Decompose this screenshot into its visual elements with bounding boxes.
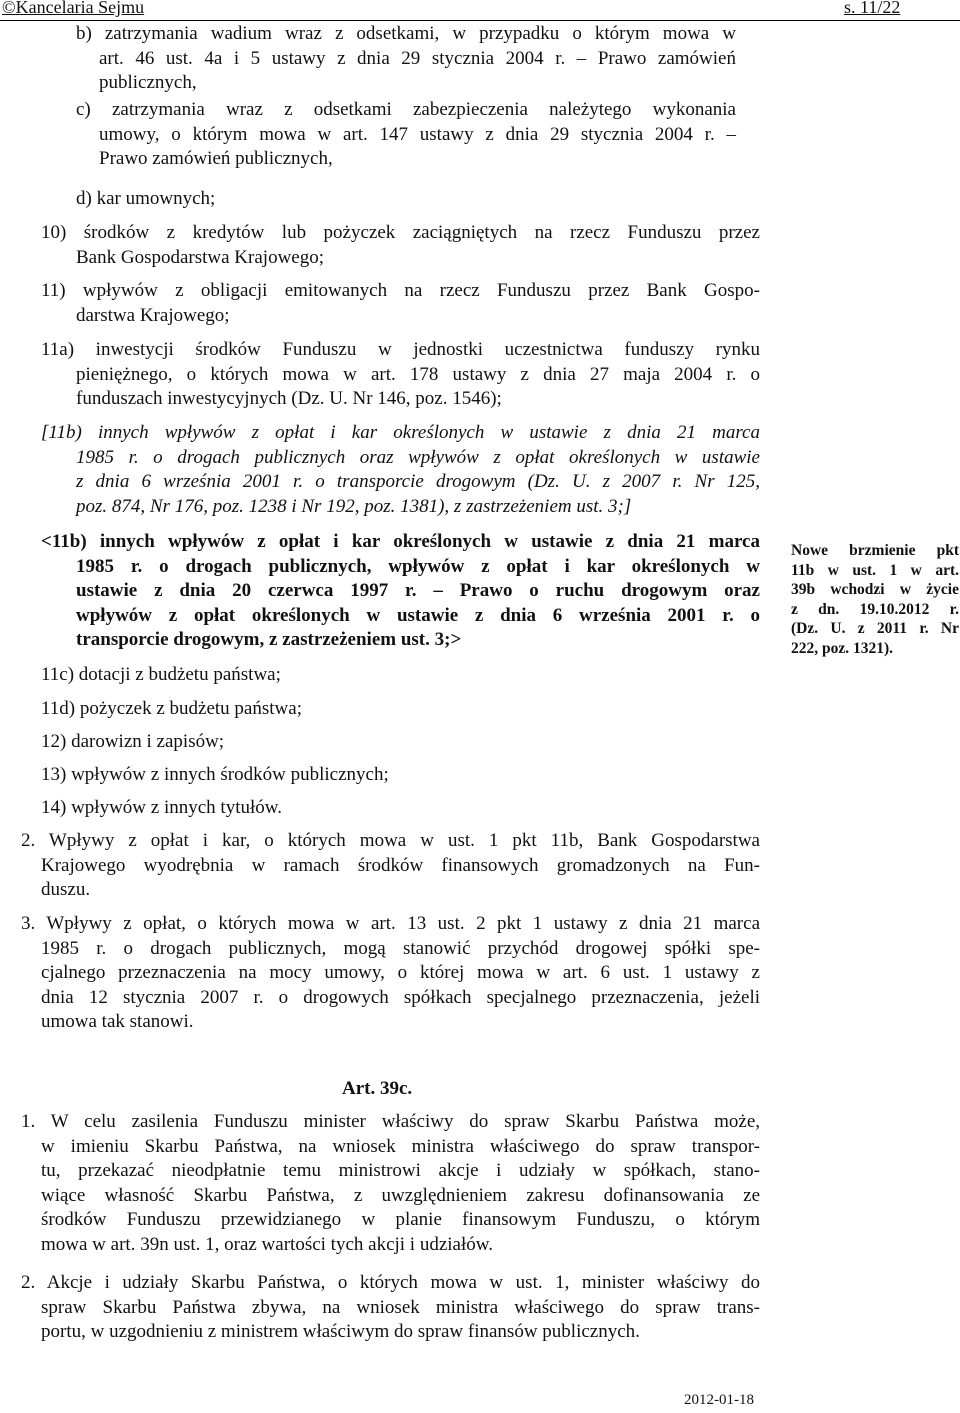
text-line: <11b) innych wpływów z opłat i kar określonych w ustawie z dnia 21 marca <box>41 531 760 552</box>
text-line: art. 46 ust. 4a i 5 ustawy z dnia 29 stycznia 2004 r. – Prawo zamówień <box>99 47 736 69</box>
text-line: transporcie drogowym, z zastrzeżeniem ust. 3;> <box>76 629 462 650</box>
text-line: c) zatrzymania wraz z odsetkami zabezpieczenia należytego wykonania <box>76 99 736 120</box>
text-line: Krajowego wyodrębnia w ramach środków finansowych gromadzonych na Fun- <box>41 854 760 876</box>
header-copyright-link[interactable] <box>2 0 144 18</box>
text-line: umowy, o którym mowa w art. 147 ustawy z dnia 29 stycznia 2004 r. – <box>99 123 736 145</box>
text-line: mowa w art. 39n ust. 1, oraz wartości tych akcji i udziałów. <box>41 1233 494 1255</box>
text-line: ustawie z dnia 20 czerwca 1997 r. – Prawo o ruchu drogowym oraz <box>76 580 760 601</box>
page-number-link-text[interactable]: s. 11/22 <box>844 0 901 17</box>
item-c <box>76 98 736 172</box>
section-3 <box>21 912 760 1035</box>
item-11b-new <box>41 530 760 653</box>
item-11b-old <box>41 421 760 519</box>
article-39c-section-1 <box>21 1110 760 1257</box>
amendment-side-note <box>791 541 959 658</box>
side-note-line: 222, poz. 1321). <box>791 639 894 657</box>
text-line: 1985 r. o drogach publicznych oraz wpływów z opłat określonych w ustawie <box>76 446 760 468</box>
text-line: wiące własność Skarbu Państwa, z uwzględnieniem zakresu dofinansowania ze <box>41 1184 760 1206</box>
text-line: 11) wpływów z obligacji emitowanych na rzecz Funduszu przez Bank Gospo- <box>41 280 760 301</box>
text-line: tu, przekazać nieodpłatnie temu ministrowi akcje i udziały w spółkach, stano- <box>41 1160 760 1181</box>
text-line: cjalnego przeznaczenia na mocy umowy, o której mowa w art. 6 ust. 1 ustawy z <box>41 962 760 983</box>
text-line: d) kar umownych; <box>76 188 216 209</box>
text-line: z dnia 6 września 2001 r. o transporcie drogowym (Dz. U. z 2007 r. Nr 125, <box>76 471 760 492</box>
text-line: Prawo zamówień publicznych, <box>99 148 333 169</box>
item-11 <box>41 279 760 328</box>
item-10 <box>41 221 760 270</box>
side-note-line: 11b w ust. 1 w art. <box>791 561 959 579</box>
text-line: w imieniu Skarbu Państwa, na wniosek ministra właściwego do spraw transpor- <box>41 1135 760 1157</box>
header-divider <box>0 20 960 21</box>
text-line: 1985 r. o drogach publicznych, wpływów z opłat i kar określonych w <box>76 555 760 577</box>
article-title: Art. 39c. <box>342 1078 413 1099</box>
text-line: portu, w uzgodnieniu z ministrem właściwym do spraw finansów publicznych. <box>41 1321 640 1342</box>
header-page-number-link[interactable] <box>844 0 900 18</box>
side-note-line: 39b wchodzi w życie <box>791 581 959 598</box>
item-d <box>76 187 736 212</box>
text-line: b) zatrzymania wadium wraz z odsetkami, w przypadku o którym mowa w <box>76 23 736 44</box>
text-line: darstwa Krajowego; <box>76 304 230 326</box>
text-line: spraw Skarbu Państwa zbywa, na wniosek ministra właściwego do spraw trans- <box>41 1296 760 1318</box>
text-line: poz. 874, Nr 176, poz. 1238 i Nr 192, poz. 1381), z zastrzeżeniem ust. 3;] <box>76 495 632 517</box>
side-note-line: z dn. 19.10.2012 r. <box>791 600 959 618</box>
text-line: 13) wpływów z innych środków publicznych; <box>41 764 389 785</box>
text-line: [11b) innych wpływów z opłat i kar określonych w ustawie z dnia 21 marca <box>41 422 760 443</box>
item-11c <box>41 663 760 688</box>
copyright-link-text[interactable]: ©Kancelaria Sejmu <box>2 0 145 17</box>
text-line: duszu. <box>41 879 91 900</box>
text-line: 14) wpływów z innych tytułów. <box>41 797 282 818</box>
text-line: pieniężnego, o których mowa w art. 178 ustawy z dnia 27 maja 2004 r. o <box>76 363 760 385</box>
text-line: dnia 12 stycznia 2007 r. o drogowych spółkach specjalnego przeznaczenia, jeżeli <box>41 986 760 1008</box>
article-39c-section-2 <box>21 1271 760 1345</box>
item-12 <box>41 730 760 755</box>
text-line: 3. Wpływy z opłat, o których mowa w art. 13 ust. 2 pkt 1 ustawy z dnia 21 marca <box>21 913 760 934</box>
item-14 <box>41 796 760 821</box>
side-note-line: (Dz. U. z 2011 r. Nr <box>791 620 959 637</box>
text-line: środków Funduszu przewidzianego w planie finansowym Funduszu, o którym <box>41 1209 760 1230</box>
text-line: 10) środków z kredytów lub pożyczek zaciągniętych na rzecz Funduszu przez <box>41 222 760 243</box>
text-line: 11c) dotacji z budżetu państwa; <box>41 664 281 685</box>
item-13 <box>41 763 760 788</box>
side-note-line: Nowe brzmienie pkt <box>791 542 959 559</box>
section-2 <box>21 829 760 903</box>
footer-date: 2012-01-18 <box>684 1392 754 1408</box>
text-line: funduszach inwestycyjnych (Dz. U. Nr 146, poz. 1546); <box>76 388 502 409</box>
text-line: publicznych, <box>99 72 197 93</box>
text-line: 12) darowizn i zapisów; <box>41 731 225 752</box>
text-line: 11d) pożyczek z budżetu państwa; <box>41 698 302 719</box>
item-11a <box>41 338 760 412</box>
item-b <box>76 22 736 96</box>
text-line: wpływów z opłat określonych w ustawie z dnia 6 września 2001 r. o <box>76 604 760 626</box>
text-line: 1985 r. o drogach publicznych, mogą stanowić przychód drogowej spółki spe- <box>41 937 760 959</box>
text-line: 2. Akcje i udziały Skarbu Państwa, o których mowa w ust. 1, minister właściwy do <box>21 1272 760 1293</box>
item-11d <box>41 697 760 722</box>
text-line: umowa tak stanowi. <box>41 1011 194 1032</box>
text-line: 1. W celu zasilenia Funduszu minister właściwy do spraw Skarbu Państwa może, <box>21 1111 760 1132</box>
text-line: Bank Gospodarstwa Krajowego; <box>76 246 325 268</box>
text-line: 2. Wpływy z opłat i kar, o których mowa w ust. 1 pkt 11b, Bank Gospodarstwa <box>21 830 760 851</box>
text-line: 11a) inwestycji środków Funduszu w jednostki uczestnictwa funduszy rynku <box>41 339 760 360</box>
